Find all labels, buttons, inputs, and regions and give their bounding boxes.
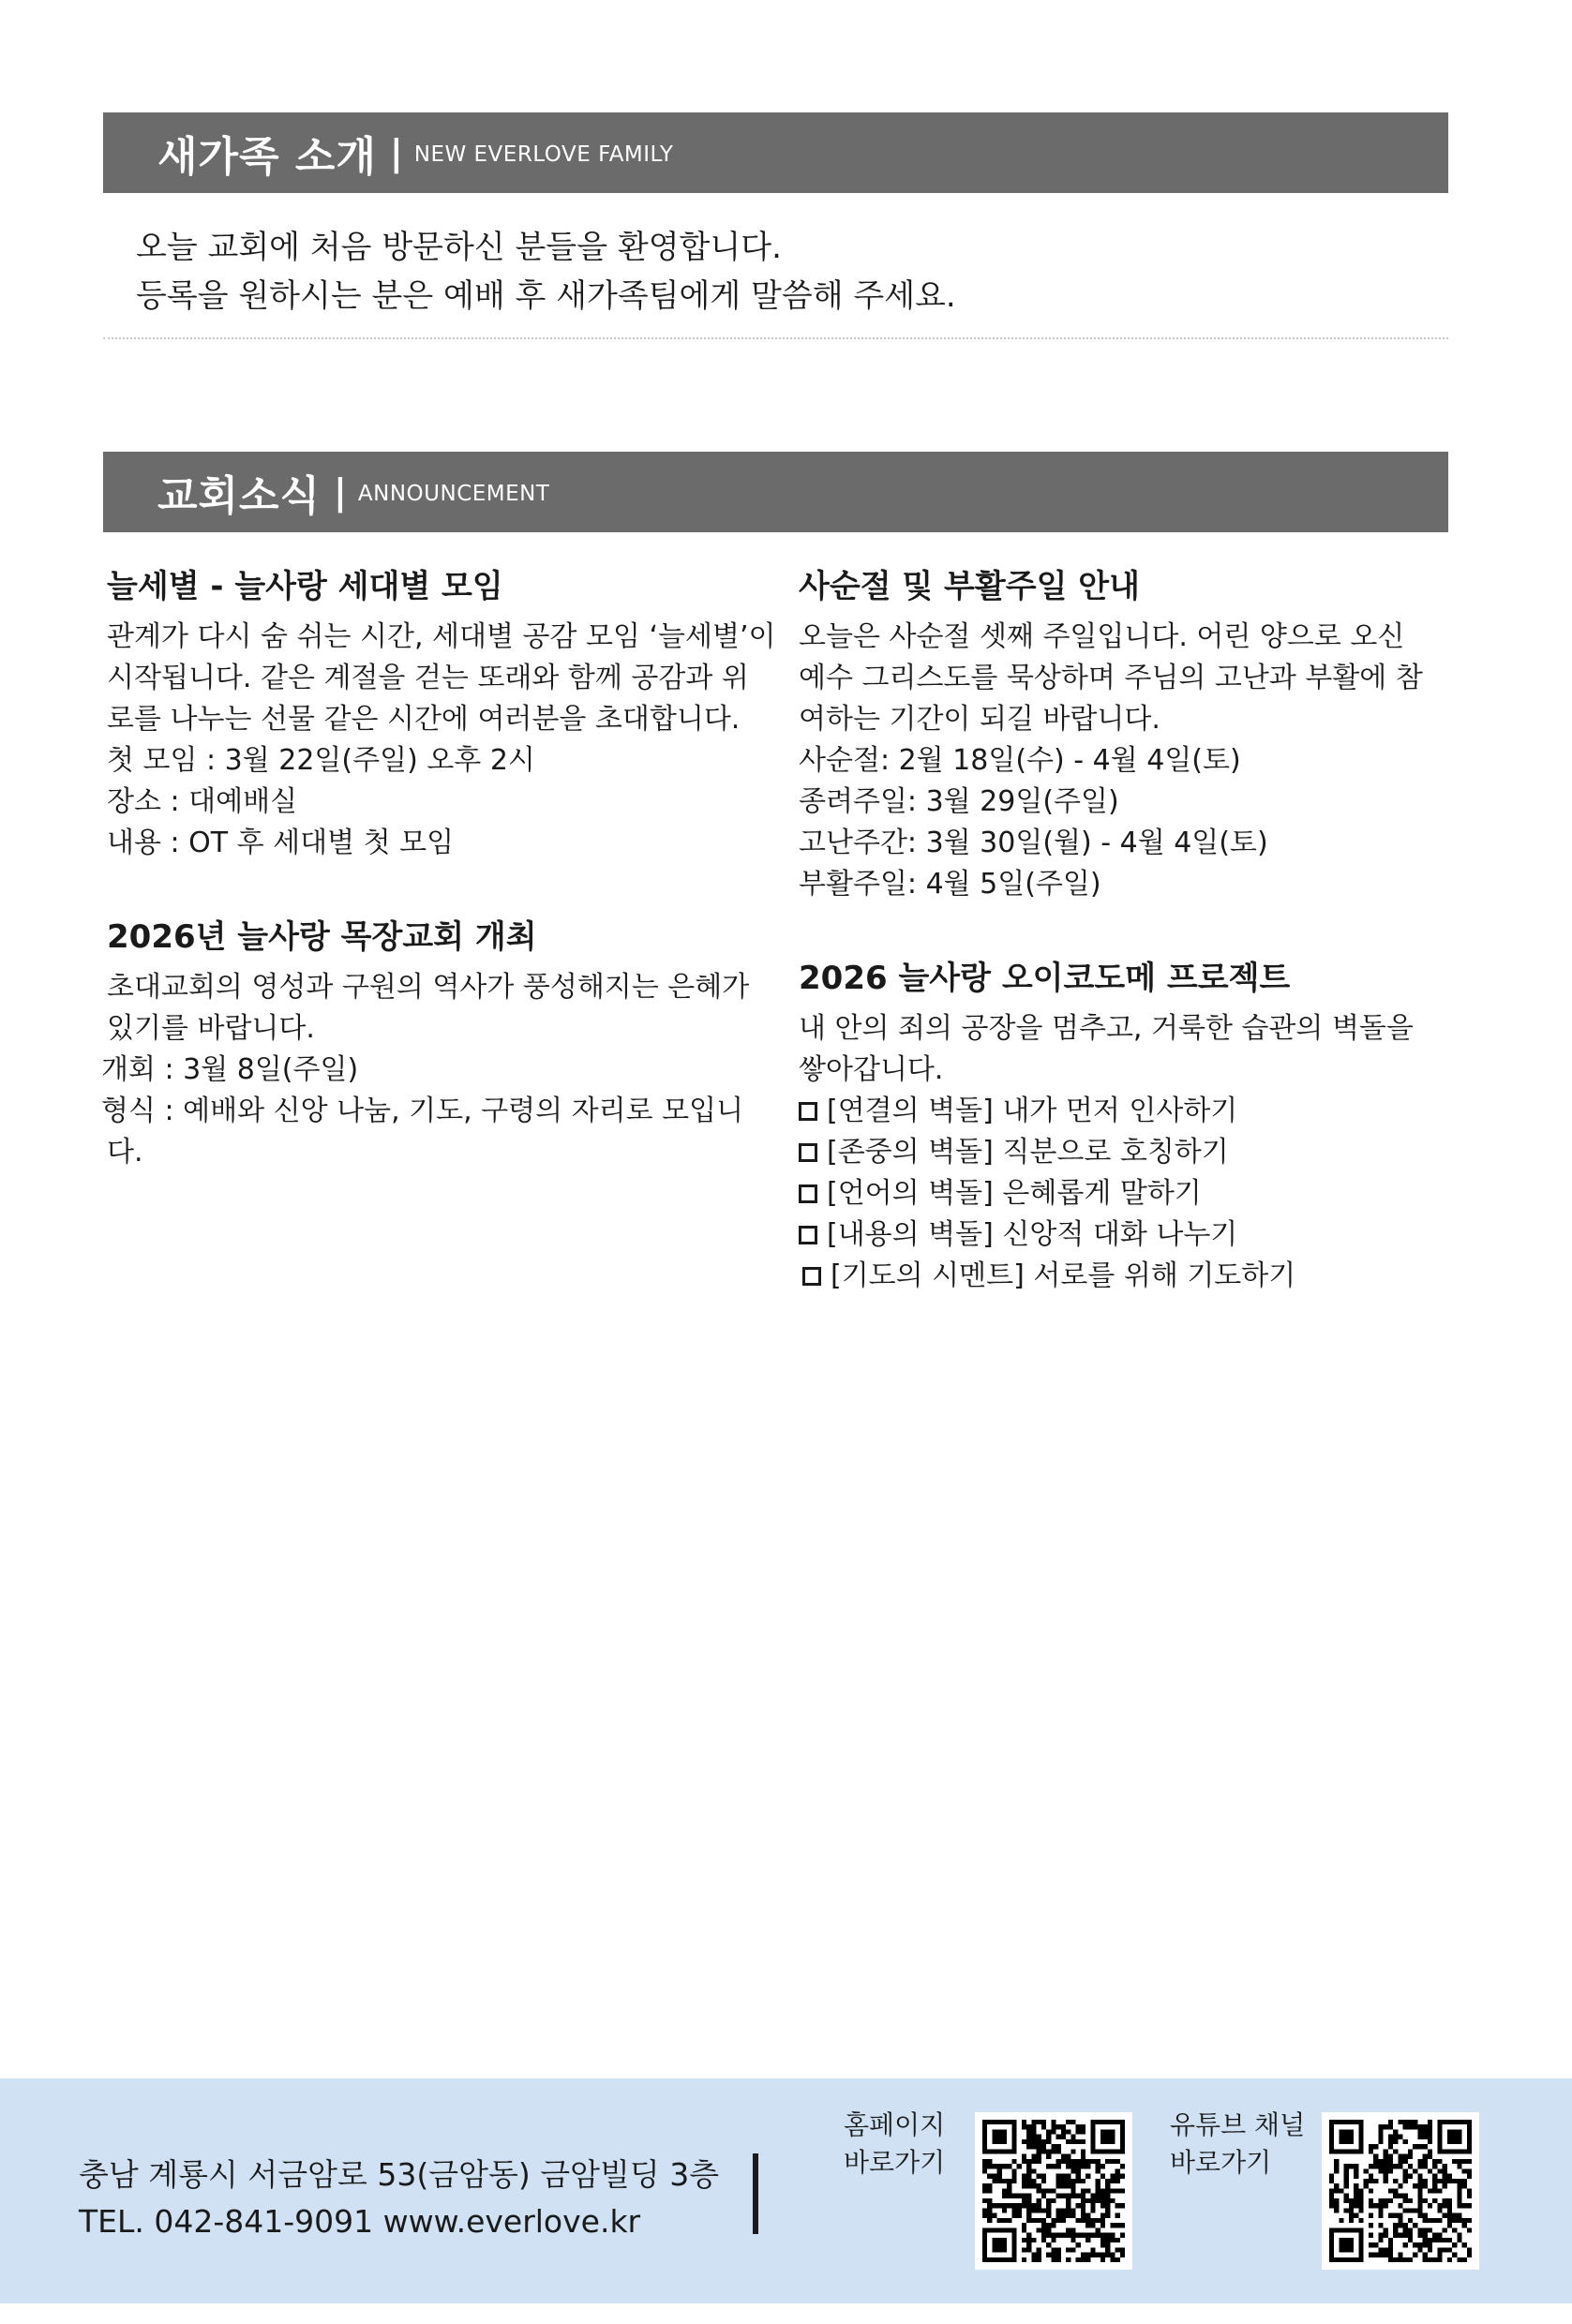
body-line: 있기를 바랍니다. [107, 1012, 315, 1045]
body-line: 여하는 기간이 되길 바랍니다. [799, 703, 1160, 736]
homepage-qr-code[interactable] [975, 2112, 1132, 2270]
block-body [101, 967, 763, 1173]
header-divider: | [389, 132, 403, 173]
block-title: 2026년 늘사랑 목장교회 개최 [107, 918, 537, 956]
announcement-right-column [799, 564, 1455, 1348]
checklist-label: [기도의 시멘트] 서로를 위해 기도하기 [831, 1259, 1296, 1292]
checklist-label: [존중의 벽돌] 직분으로 호칭하기 [827, 1136, 1229, 1169]
body-line: 종려주일: 3월 29일(주일) [799, 785, 1119, 818]
announcement-block [799, 564, 1455, 905]
body-line: 예수 그리스도를 묵상하며 주님의 고난과 부활에 참 [799, 662, 1423, 694]
checkbox-icon [799, 1226, 817, 1244]
body-line: 관계가 다시 숨 쉬는 시간, 세대별 공감 모임 ‘늘세별’이 [107, 620, 776, 653]
footer-divider [753, 2153, 758, 2234]
homepage-qr-label [844, 2107, 945, 2182]
announcement-title: 교회소식 [157, 472, 322, 520]
announcement-block [799, 956, 1455, 1297]
footer [0, 2078, 1572, 2303]
qr-code-icon [982, 2120, 1125, 2262]
checkbox-icon [799, 1184, 817, 1203]
body-line: 부활주일: 4월 5일(주일) [799, 868, 1101, 901]
announcement-left-column [101, 564, 776, 1224]
block-body [107, 617, 776, 864]
body-line: 장소 : 대예배실 [107, 785, 298, 818]
body-line: 사순절: 2월 18일(수) - 4월 4일(토) [799, 744, 1241, 777]
checklist-item [799, 1214, 1455, 1256]
body-line: 형식 : 예배와 신앙 나눔, 기도, 구령의 자리로 모입니 [101, 1095, 744, 1127]
youtube-label-line: 유튜브 채널 [1170, 2109, 1306, 2140]
homepage-label-line: 홈페이지 [844, 2109, 946, 2140]
checklist-item [799, 1173, 1455, 1214]
checkbox-icon [799, 1102, 817, 1121]
announcement-block [107, 564, 776, 864]
body-line: 쌓아갑니다. [799, 1053, 944, 1086]
youtube-qr-label [1170, 2107, 1305, 2182]
body-line: 고난주간: 3월 30일(월) - 4월 4일(토) [799, 827, 1268, 859]
youtube-label-line: 바로가기 [1170, 2147, 1272, 2178]
checkbox-icon [802, 1267, 821, 1286]
block-title: 사순절 및 부활주일 안내 [799, 568, 1140, 605]
block-title: 늘세별 - 늘사랑 세대별 모임 [107, 568, 503, 605]
welcome-message [136, 223, 956, 320]
header-divider: | [334, 471, 347, 513]
checklist-label: [언어의 벽돌] 은혜롭게 말하기 [827, 1177, 1202, 1210]
body-line: 개회 : 3월 8일(주일) [101, 1053, 359, 1086]
youtube-qr-code[interactable] [1322, 2112, 1479, 2270]
checkbox-icon [799, 1143, 817, 1162]
body-line: 내 안의 죄의 공장을 멈추고, 거룩한 습관의 벽돌을 [799, 1012, 1414, 1045]
qr-code-icon [1329, 2120, 1472, 2262]
homepage-label-line: 바로가기 [844, 2147, 946, 2178]
checklist-item [802, 1256, 1455, 1297]
block-title: 2026 늘사랑 오이코도메 프로젝트 [799, 960, 1291, 997]
announcement-subtitle: ANNOUNCEMENT [357, 482, 550, 506]
welcome-line: 오늘 교회에 처음 방문하신 분들을 환영합니다. [136, 229, 782, 266]
block-body [799, 1008, 1455, 1297]
block-body [799, 617, 1455, 905]
footer-contact [79, 2152, 719, 2245]
checklist-item [799, 1091, 1455, 1132]
new-family-subtitle: NEW EVERLOVE FAMILY [413, 142, 674, 167]
dotted-divider [103, 337, 1448, 339]
body-line: 로를 나누는 선물 같은 시간에 여러분을 초대합니다. [107, 703, 741, 736]
checklist-label: [내용의 벽돌] 신앙적 대화 나누기 [827, 1218, 1238, 1251]
body-line: 초대교회의 영성과 구원의 역사가 풍성해지는 은혜가 [107, 971, 750, 1004]
body-line: 오늘은 사순절 셋째 주일입니다. 어린 양으로 오신 [799, 620, 1405, 653]
footer-address: 충남 계룡시 서금암로 53(금암동) 금암빌딩 3층 [79, 2156, 720, 2193]
body-line: 다. [107, 1136, 143, 1169]
footer-tel: TEL. 042-841-9091 www.everlove.kr [79, 2203, 641, 2240]
announcement-block [101, 915, 763, 1173]
announcement-header [103, 452, 1448, 532]
new-family-header [103, 112, 1448, 193]
checklist-label: [연결의 벽돌] 내가 먼저 인사하기 [827, 1095, 1238, 1127]
welcome-line: 등록을 원하시는 분은 예배 후 새가족팀에게 말씀해 주세요. [136, 277, 956, 315]
body-line: 내용 : OT 후 세대별 첫 모임 [107, 827, 455, 859]
body-line: 시작됩니다. 같은 계절을 걷는 또래와 함께 공감과 위 [107, 662, 749, 694]
new-family-title: 새가족 소개 [157, 133, 377, 181]
checklist-item [799, 1132, 1455, 1173]
body-line: 첫 모임 : 3월 22일(주일) 오후 2시 [107, 744, 535, 777]
